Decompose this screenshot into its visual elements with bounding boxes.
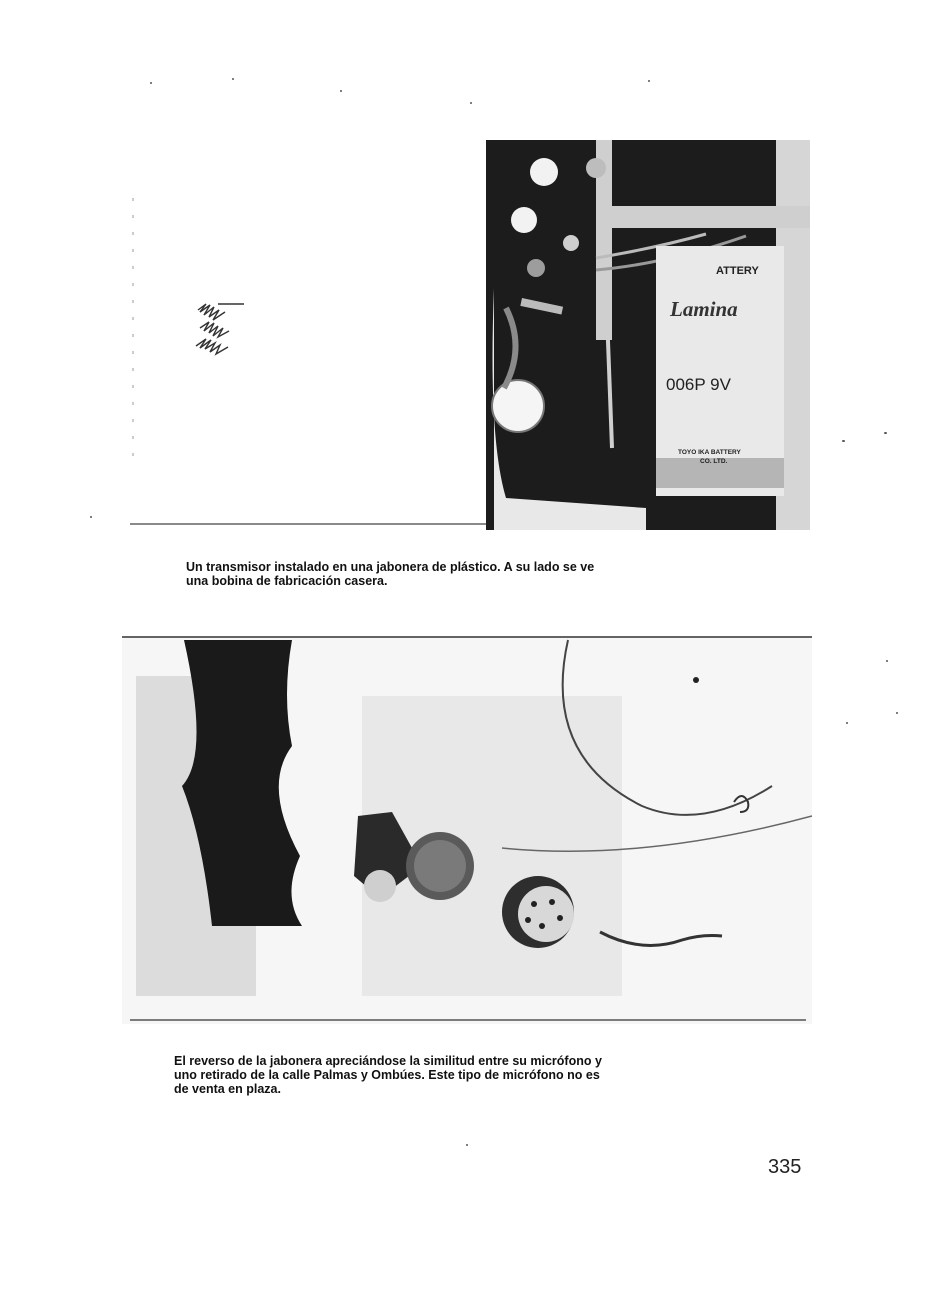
transmitter-photo (126, 138, 812, 532)
scan-speck (340, 90, 342, 92)
scan-speck (150, 82, 152, 84)
battery-brand-script: Lamina (670, 297, 738, 321)
scan-speck (232, 78, 234, 80)
scan-speck (896, 712, 898, 714)
page-number: 335 (768, 1156, 802, 1178)
scan-speck (842, 440, 845, 442)
scan-speck (884, 432, 887, 434)
caption-microphone (174, 1054, 602, 1096)
scan-speck (90, 516, 92, 518)
microphone-photo (122, 636, 812, 1024)
transmitter-image (486, 140, 810, 530)
scan-speck (466, 1144, 468, 1146)
scan-speck (470, 102, 472, 104)
caption-line: El reverso de la jabonera apreciándose la similitud entre su micrófono y (174, 1054, 602, 1068)
battery (656, 246, 784, 496)
caption-line: uno retirado de la calle Palmas y Ombúes. Este tipo de micrófono no es (174, 1068, 600, 1082)
scan-speck (648, 80, 650, 82)
caption-line: de venta en plaza. (174, 1082, 281, 1096)
scan-speck (846, 722, 848, 724)
battery-model: 006P 9V (666, 375, 731, 394)
battery-maker-line1: TOYO IKA BATTERY (678, 449, 741, 456)
caption-line: una bobina de fabricación casera. (186, 574, 388, 588)
battery-brand-top: ATTERY (716, 265, 759, 277)
battery-maker-line2: CO. LTD. (700, 458, 728, 465)
caption-line: Un transmisor instalado en una jabonera de plástico. A su lado se ve (186, 560, 595, 574)
scan-speck (886, 660, 888, 662)
caption-transmitter (186, 560, 594, 588)
